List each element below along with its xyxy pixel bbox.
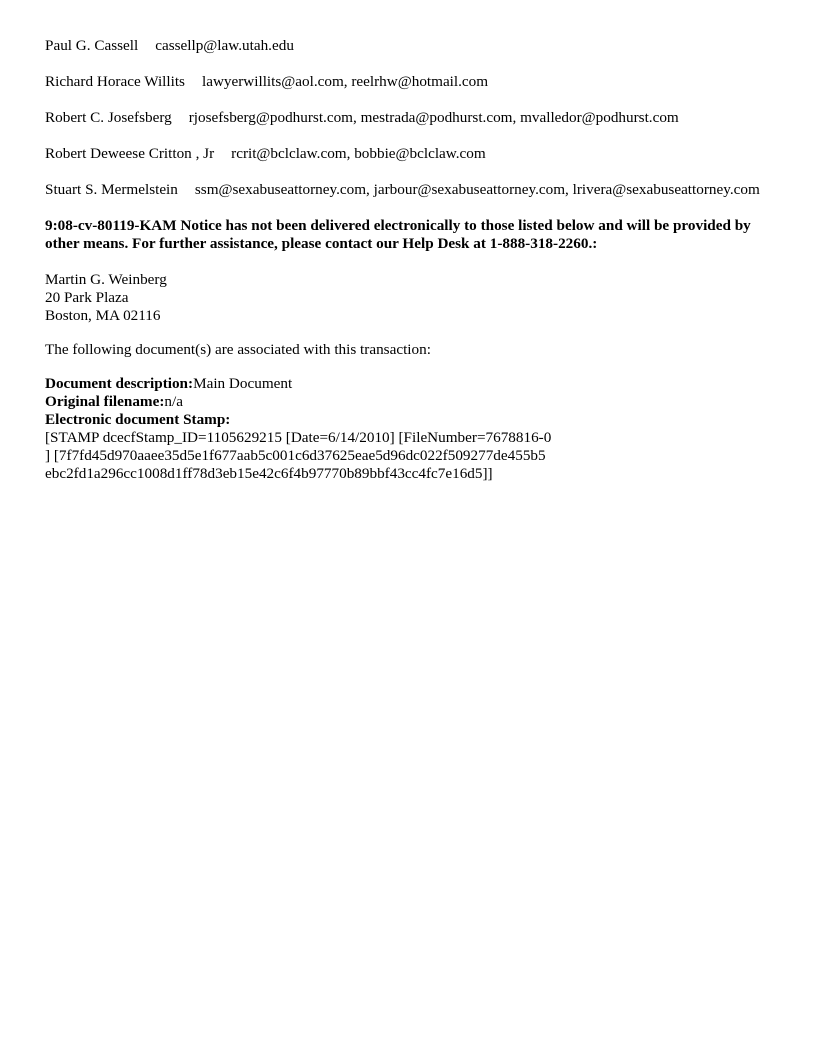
- document-description-label: Document description:: [45, 375, 194, 392]
- recipient-entry: [45, 37, 776, 55]
- recipient-entry: [45, 181, 776, 199]
- mail-recipient-address: [45, 271, 776, 325]
- recipient-entry: [45, 145, 776, 163]
- recipient-emails: ssm@sexabuseattorney.com, jarbour@sexabuseattorney.com, lrivera@sexabuseattorney.com: [194, 181, 760, 198]
- document-description-value: Main Document: [193, 375, 293, 392]
- recipient-emails: rcrit@bclclaw.com, bobbie@bclclaw.com: [231, 145, 486, 162]
- original-filename-row: [45, 393, 776, 411]
- address-street: 20 Park Plaza: [45, 289, 129, 306]
- document-description-row: [45, 375, 776, 393]
- recipient-emails: lawyerwillits@aol.com, reelrhw@hotmail.com: [201, 73, 489, 90]
- recipient-name: Stuart S. Mermelstein: [45, 181, 178, 198]
- recipient-entry: [45, 109, 776, 127]
- recipient-name: Richard Horace Willits: [45, 73, 185, 90]
- recipient-emails: cassellp@law.utah.edu: [155, 37, 294, 54]
- recipient-emails: rjosefsberg@podhurst.com, mestrada@podhurst.com, mvalledor@podhurst.com: [188, 109, 679, 126]
- document-stamp-row: [45, 411, 776, 429]
- recipient-name: Robert C. Josefsberg: [45, 109, 172, 126]
- associated-documents-text: The following document(s) are associated with this transaction:: [45, 341, 431, 358]
- recipient-entry: [45, 73, 776, 91]
- original-filename-label: Original filename:: [45, 393, 165, 410]
- address-city: Boston, MA 02116: [45, 307, 161, 324]
- address-name: Martin G. Weinberg: [45, 271, 167, 288]
- document-info: [45, 375, 776, 483]
- original-filename-value: n/a: [164, 393, 183, 410]
- stamp-line: ] [7f7fd45d970aaee35d5e1f677aab5c001c6d37625eae5d96dc022f509277de455b5: [45, 447, 546, 464]
- recipient-name: Paul G. Cassell: [45, 37, 139, 54]
- notice-heading: 9:08-cv-80119-KAM Notice has not been delivered electronically to those listed below and will be provided by other means. For further assistance, please contact our Help Desk at 1-888-318-2260.:: [45, 217, 751, 252]
- stamp-line: ebc2fd1a296cc1008d1ff78d3eb15e42c6f4b97770b89bbf43cc4fc7e16d5]]: [45, 465, 493, 482]
- document-stamp-label: Electronic document Stamp:: [45, 411, 231, 428]
- stamp-line: [STAMP dcecfStamp_ID=1105629215 [Date=6/14/2010] [FileNumber=7678816-0: [45, 429, 552, 446]
- recipient-name: Robert Deweese Critton , Jr: [45, 145, 215, 162]
